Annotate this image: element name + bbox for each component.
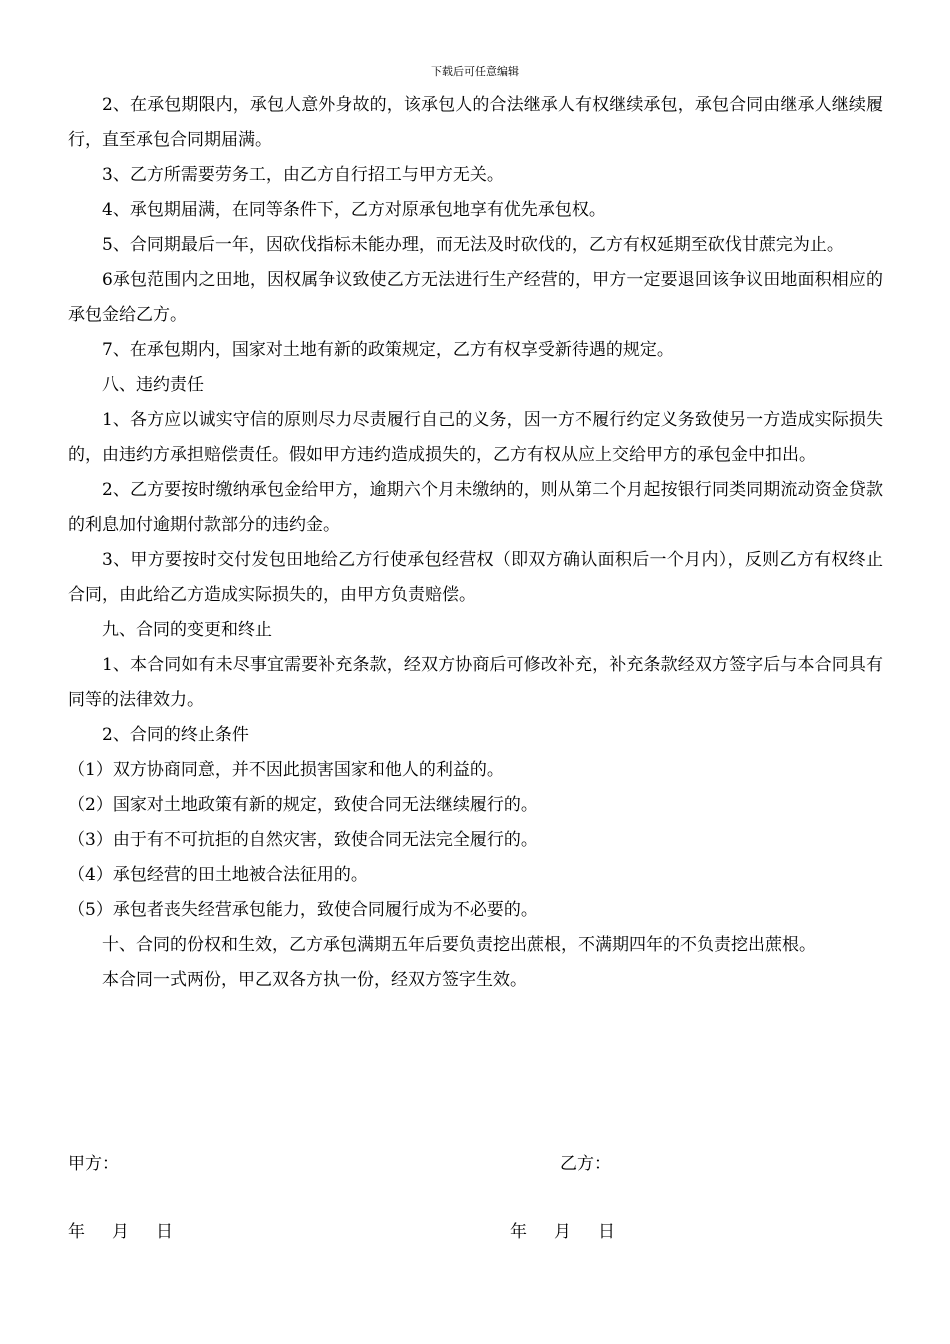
termination-item: （1）双方协商同意，并不因此损害国家和他人的利益的。 bbox=[68, 760, 504, 780]
termination-item: （4）承包经营的田土地被合法征用的。 bbox=[68, 865, 368, 885]
clause-paragraph: 3、乙方所需要劳务工，由乙方自行招工与甲方无关。 bbox=[102, 165, 504, 185]
page-header: 下载后可任意编辑 bbox=[431, 65, 519, 78]
clause-paragraph: 1、本合同如有未尽事宜需要补充条款，经双方协商后可修改补充，补充条款经双方签字后与本合同具有同等的法律效力。 bbox=[68, 655, 883, 710]
contract-body bbox=[68, 88, 883, 998]
clause-paragraph: 2、在承包期限内，承包人意外身故的，该承包人的合法继承人有权继续承包，承包合同由继承人继续履行，直至承包合同期届满。 bbox=[68, 95, 883, 150]
clause-paragraph: 1、各方应以诚实守信的原则尽力尽责履行自己的义务，因一方不履行约定义务致使另一方造成实际损失的，由违约方承担赔偿责任。假如甲方违约造成损失的，乙方有权从应上交给甲方的承包金中扣出。 bbox=[68, 410, 883, 465]
termination-item: （2）国家对土地政策有新的规定，致使合同无法继续履行的。 bbox=[68, 795, 538, 815]
party-a-label: 甲方： bbox=[68, 1154, 119, 1174]
clause-paragraph: 十、合同的份权和生效，乙方承包满期五年后要负责挖出蔗根，不满期四年的不负责挖出蔗根。 bbox=[102, 935, 816, 955]
clause-paragraph: 6承包范围内之田地，因权属争议致使乙方无法进行生产经营的，甲方一定要退回该争议田地面积相应的承包金给乙方。 bbox=[68, 270, 883, 325]
clause-paragraph: 5、合同期最后一年，因砍伐指标未能办理，而无法及时砍伐的，乙方有权延期至砍伐甘蔗完为止。 bbox=[102, 235, 844, 255]
clause-paragraph: 2、合同的终止条件 bbox=[102, 725, 249, 745]
closing-paragraph: 本合同一式两份，甲乙双各方执一份，经双方签字生效。 bbox=[102, 970, 527, 990]
clause-paragraph: 4、承包期届满，在同等条件下，乙方对原承包地享有优先承包权。 bbox=[102, 200, 606, 220]
party-b-label: 乙方： bbox=[560, 1154, 611, 1174]
party-a-date: 年 月 日 bbox=[68, 1222, 174, 1242]
party-b-date: 年 月 日 bbox=[510, 1222, 616, 1242]
section-heading: 八、违约责任 bbox=[102, 375, 204, 395]
clause-paragraph: 2、乙方要按时缴纳承包金给甲方，逾期六个月未缴纳的，则从第二个月起按银行同类同期流动资金贷款的利息加付逾期付款部分的违约金。 bbox=[68, 480, 883, 535]
section-heading: 九、合同的变更和终止 bbox=[102, 620, 272, 640]
clause-paragraph: 3、甲方要按时交付发包田地给乙方行使承包经营权（即双方确认面积后一个月内），反则乙方有权终止合同，由此给乙方造成实际损失的，由甲方负责赔偿。 bbox=[68, 550, 883, 605]
termination-item: （3）由于有不可抗拒的自然灾害，致使合同无法完全履行的。 bbox=[68, 830, 538, 850]
clause-paragraph: 7、在承包期内，国家对土地有新的政策规定，乙方有权享受新待遇的规定。 bbox=[102, 340, 674, 360]
termination-item: （5）承包者丧失经营承包能力，致使合同履行成为不必要的。 bbox=[68, 900, 538, 920]
